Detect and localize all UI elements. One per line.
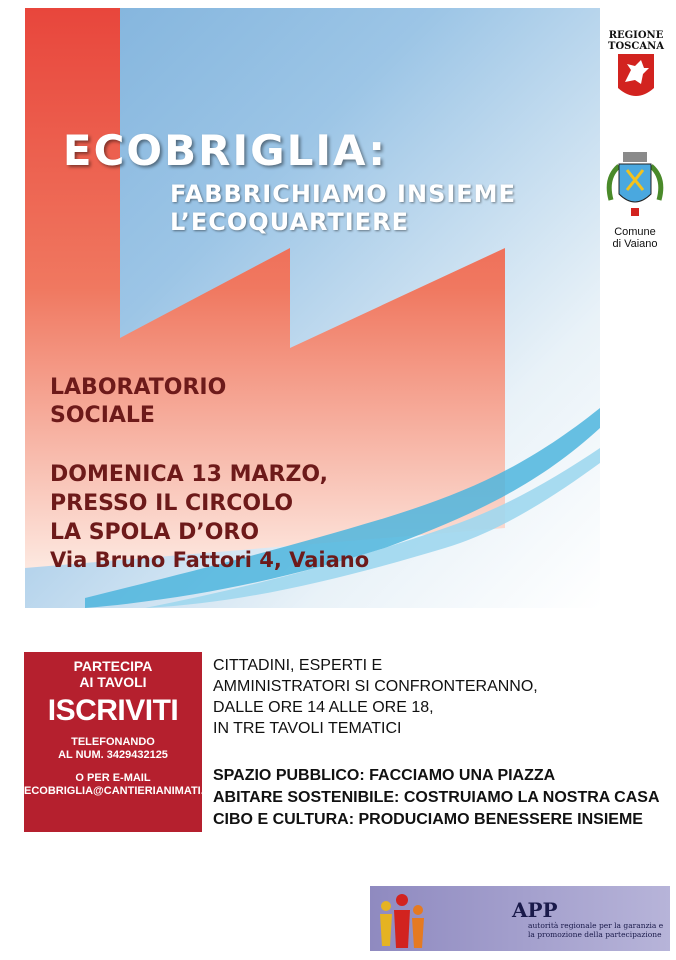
event-description: CITTADINI, ESPERTI E AMMINISTRATORI SI CONFRONTERANNO, DALLE ORE 14 ALLE ORE 18, IN TRE TAVOLI TEMATICI	[213, 657, 538, 737]
pegasus-shield-icon	[616, 52, 656, 104]
comune-crest-icon	[605, 150, 665, 222]
event-title: ECOBRIGLIA:	[62, 126, 388, 175]
app-name: APP	[512, 898, 558, 922]
signup-intro: PARTECIPA AI TAVOLI	[73, 658, 153, 690]
signup-box	[24, 652, 214, 832]
theme-item: ABITARE SOSTENIBILE: COSTRUIAMO LA NOSTRA CASA	[213, 789, 660, 806]
event-address: Via Bruno Fattori 4, Vaiano	[50, 548, 370, 572]
app-logo-banner	[370, 886, 670, 951]
signup-phone: TELEFONANDO AL NUM. 3429432125	[58, 736, 168, 761]
people-figures-icon	[374, 886, 434, 951]
thematic-tables	[213, 765, 673, 831]
app-description: autorità regionale per la garanzia e la promozione della partecipazione	[528, 921, 664, 939]
regione-toscana-logo: REGIONE TOSCANA	[607, 30, 665, 115]
theme-item: CIBO E CULTURA: PRODUCIAMO BENESSERE INSIEME	[213, 811, 643, 828]
hero-banner	[25, 8, 600, 608]
signup-email: O PER E-MAIL ECOBRIGLIA@CANTIERIANIMATI.IT	[24, 772, 214, 797]
laboratorio-label: LABORATORIO SOCIALE	[50, 375, 227, 428]
signup-cta: ISCRIVITI	[47, 694, 179, 727]
theme-item: SPAZIO PUBBLICO: FACCIAMO UNA PIAZZA	[213, 767, 556, 784]
event-subtitle: FABBRICHIAMO INSIEME L’ECOQUARTIERE	[170, 180, 516, 236]
comune-vaiano-logo: Comune di Vaiano	[600, 150, 670, 260]
event-when: DOMENICA 13 MARZO, PRESSO IL CIRCOLO LA SPOLA D’ORO	[50, 462, 328, 545]
